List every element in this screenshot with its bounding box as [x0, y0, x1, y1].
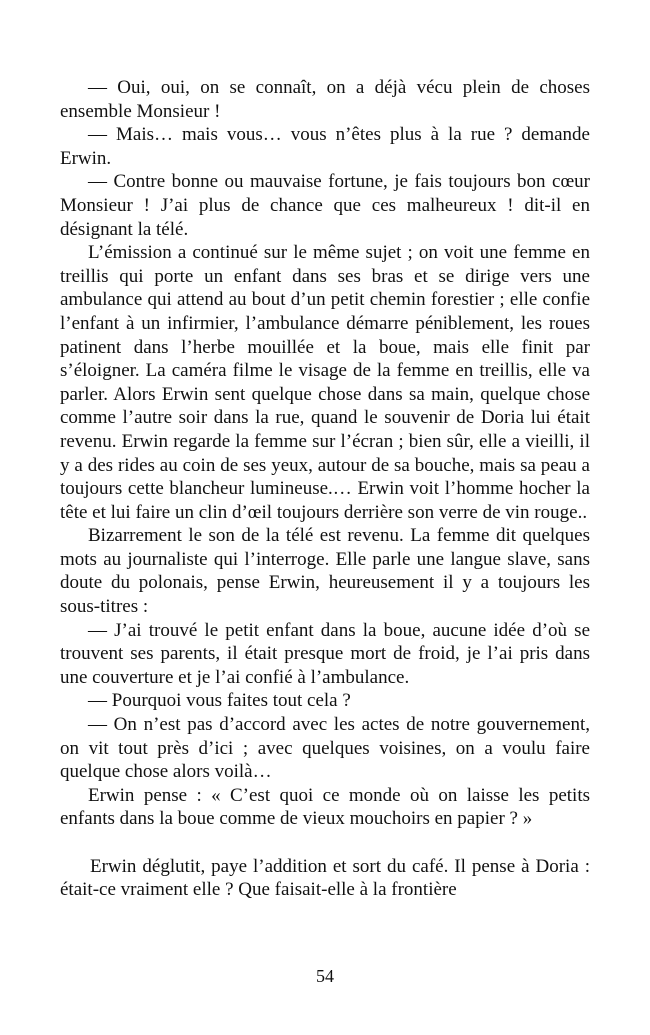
- paragraph-8: — On n’est pas d’accord avec les actes de notre gouvernement, on vit tout près d’ici ; avec quelques voisines, on a voulu faire quelque chose alors voilà…: [60, 714, 590, 783]
- paragraph-6: — J’ai trouvé le petit enfant dans la boue, aucune idée d’où se trouvent ses parents, il était presque mort de froid, je l’ai pris dans une couverture et je l’ai confié à l’ambulance.: [60, 619, 590, 688]
- paragraph-4: L’émission a continué sur le même sujet ; on voit une femme en treillis qui porte un enfant dans ses bras et se dirige vers une ambulance qui attend au bout d’un petit chemin forestier ; elle confie l’enfant à un infirmier, l’ambulance démarre péniblement, les roues patinent dans l’herbe mouillée et la boue, mais elle finit par s’éloigner. La caméra filme le visage de la femme en treillis, elle va parler. Alors Erwin sent quelque chose dans sa main, quelque chose comme l’autre soir dans la rue, quand le souvenir de Doria lui était revenu. Erwin regarde la femme sur l’écran ; bien sûr, elle a vieilli, il y a des rides au coin de ses yeux, autour de sa bouche, mais sa peau a toujours cette blancheur lumineuse.… Erwin voit l’homme hocher la tête et lui faire un clin d’œil toujours derrière son verre de vin rouge..: [60, 242, 590, 523]
- paragraph-5: Bizarrement le son de la télé est revenu. La femme dit quelques mots au journaliste qui l’interroge. Elle parle une langue slave, sans doute du polonais, pense Erwin, heureusement il y a toujours les sous-titres :: [60, 525, 590, 618]
- paragraph-7: — Pourquoi vous faites tout cela ?: [88, 690, 351, 712]
- paragraph-3: — Contre bonne ou mauvaise fortune, je fais toujours bon cœur Monsieur ! J’ai plus de chance que ces malheureux ! dit-il en désignant la télé.: [60, 171, 590, 240]
- paragraph-10: Erwin déglutit, paye l’addition et sort du café. Il pense à Doria : était-ce vraiment elle ? Que faisait-elle à la frontière: [60, 855, 590, 901]
- paragraph-1: — Oui, oui, on se connaît, on a déjà vécu plein de choses ensemble Monsieur !: [60, 77, 590, 122]
- paragraph-2: — Mais… mais vous… vous n’êtes plus à la rue ? demande Erwin.: [60, 124, 590, 169]
- paragraph-9: Erwin pense : « C’est quoi ce monde où on laisse les petits enfants dans la boue comme de vieux mouchoirs en papier ? »: [60, 784, 590, 830]
- page-body: [60, 76, 590, 902]
- page-number: 54: [316, 966, 334, 986]
